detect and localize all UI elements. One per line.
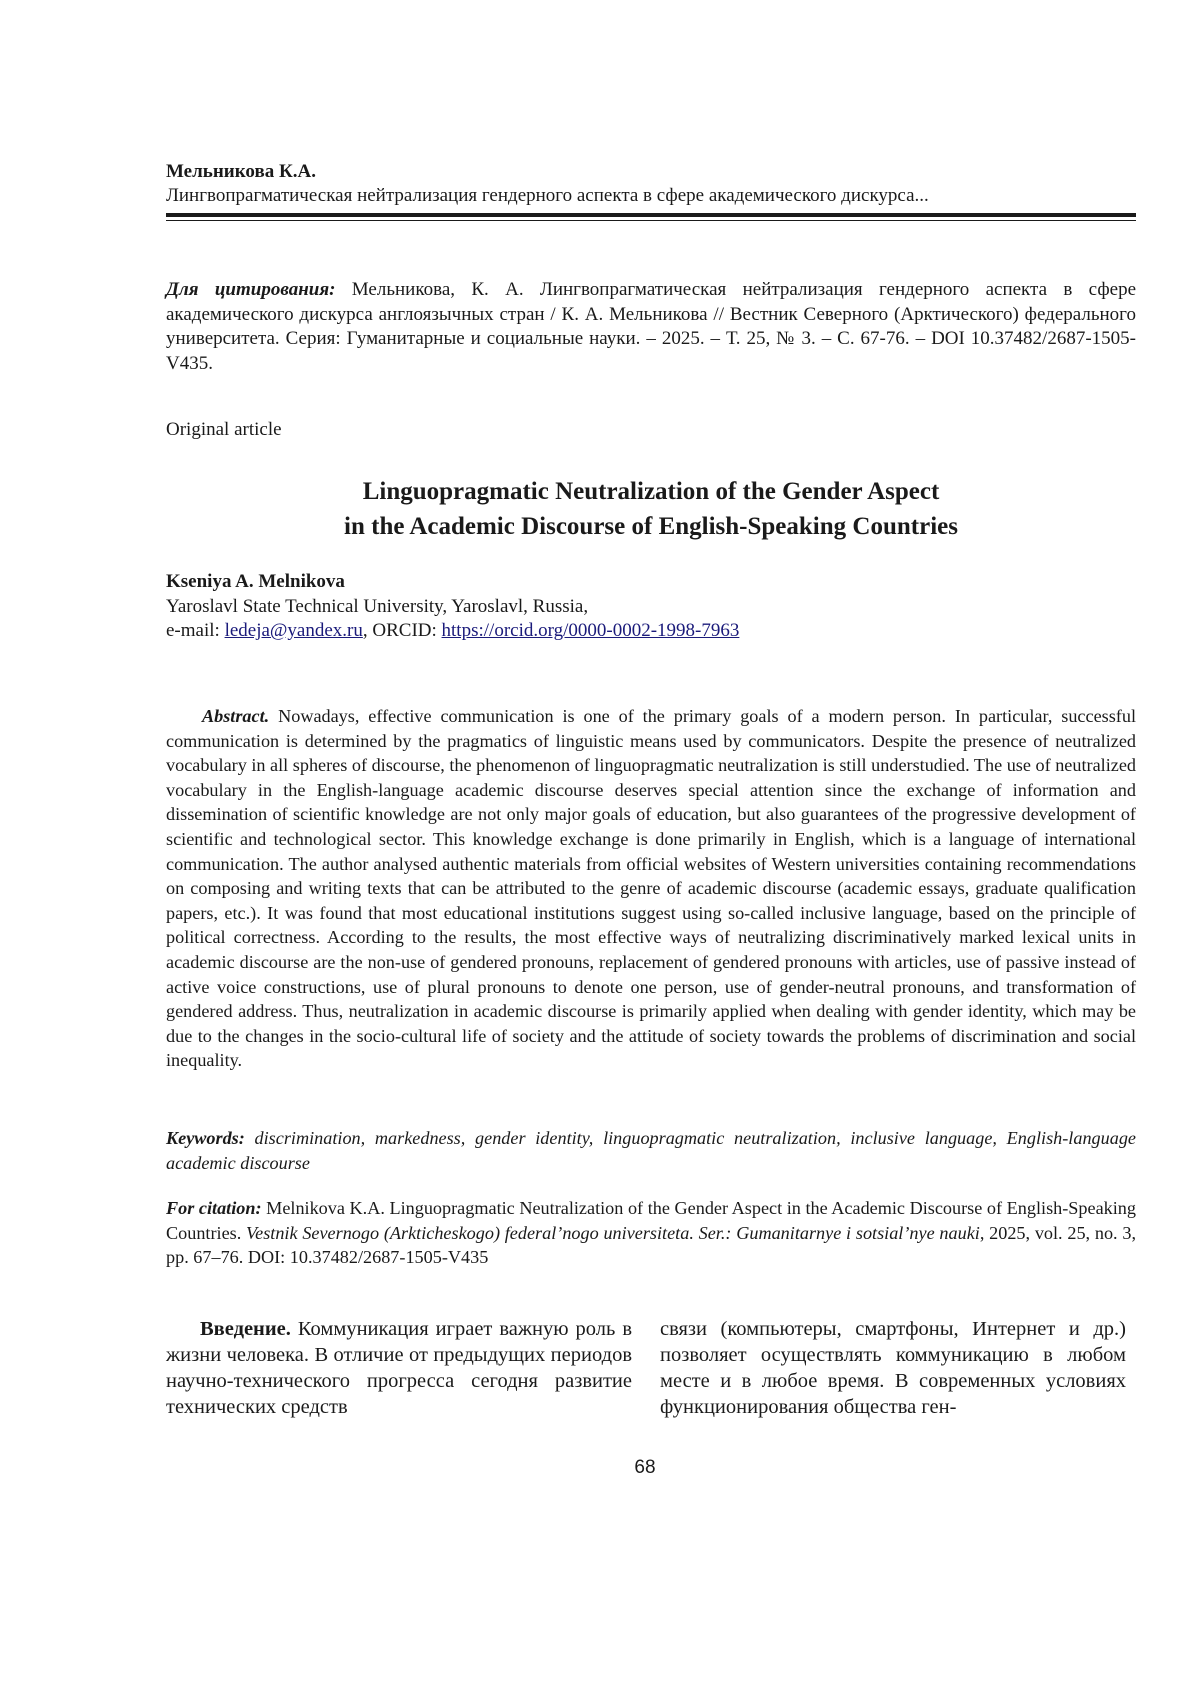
intro-heading: Введение. xyxy=(200,1318,291,1340)
article-title xyxy=(166,474,1136,544)
citation-en-journal: Vestnik Severnogo (Arkticheskogo) federal’nogo universiteta. Ser.: Gumanitarnye i sotsial’nye nauki xyxy=(246,1222,980,1243)
running-header-title: Лингвопрагматическая нейтрализация гендерного аспекта в сфере академического дискурса... xyxy=(166,185,929,206)
body-left-text: Коммуникация играет важную роль в жизни человека. В отличие от предыдущих периодов научно-технического прогресса сегодня развитие технических средств xyxy=(166,1318,632,1418)
author-block xyxy=(166,570,1136,644)
running-header xyxy=(166,160,1136,208)
author-contacts xyxy=(166,619,1136,644)
keywords-values: discrimination, markedness, gender identity, linguopragmatic neutralization, inclusive language, English-language academic discourse xyxy=(166,1128,1136,1173)
keywords-label: Keywords: xyxy=(166,1128,245,1148)
running-header-author: Мельникова К.А. xyxy=(166,161,316,182)
abstract-text: Nowadays, effective communication is one of the primary goals of a modern person. In particular, successful communication is determined by the pragmatics of linguistic means used by communicators. Despite the presence of neutralized vocabulary in all spheres of discourse, the phenomenon of linguopragmatic neutralization is still understudied. The use of neutralized vocabulary in the English-language academic discourse deserves special attention since the exchange of information and dissemination of scientific knowledge are not only major goals of education, but also guarantees of the progressive development of scientific and technological sector. This knowledge exchange is done primarily in English, which is a language of international communication. The author analysed authentic materials from official websites of Western universities containing recommendations on composing and writing texts that can be attributed to the genre of academic discourse (academic essays, graduate qualification papers, etc.). It was found that most educational institutions suggest using so-called inclusive language, based on the principle of political correctness. According to the results, the most effective ways of neutralizing discriminatively marked lexical units in academic discourse are the non-use of gendered pronouns, replacement of gendered pronouns with articles, use of passive instead of active voice constructions, use of plural pronouns to denote one person, use of gender-neutral pronouns, and transformation of gendered address. Thus, neutralization in academic discourse is primarily applied when dealing with gender identity, which may be due to the changes in the socio-cultural life of society and the attitude of society towards the problems of discrimination and social inequality. xyxy=(166,706,1136,1071)
article-type: Original article xyxy=(166,419,282,440)
abstract-label: Abstract. xyxy=(202,706,270,726)
citation-en xyxy=(166,1196,1136,1270)
orcid-link[interactable]: https://orcid.org/0000-0002-1998-7963 xyxy=(441,620,740,641)
header-rule-thick xyxy=(166,213,1136,217)
citation-en-text-b: , 2025, vol. 25, no. 3, pp. 67–76. DOI: 10.37482/2687-1505-V435 xyxy=(166,1222,1136,1268)
author-name: Kseniya A. Melnikova xyxy=(166,571,345,592)
citation-ru-label: Для цитирования: xyxy=(166,279,336,300)
abstract xyxy=(166,704,1136,1073)
article-title-line-1: Linguopragmatic Neutralization of the Gender Aspect xyxy=(362,478,940,505)
author-affiliation: Yaroslavl State Technical University, Yaroslavl, Russia, xyxy=(166,595,589,617)
orcid-label: , ORCID: xyxy=(362,620,442,641)
citation-ru-text: Мельникова, К. А. Лингвопрагматическая нейтрализация гендерного аспекта в сфере академического дискурса англоязычных стран / К. А. Мельникова // Вестник Северного (Арктического) федерального университета. Серия: Гуманитарные и социальные науки. – 2025. – Т. 25, № 3. – С. 67-76. – DOI 10.37482/2687-1505-V435. xyxy=(166,279,1136,374)
keywords xyxy=(166,1126,1136,1175)
article-title-line-2: in the Academic Discourse of English-Speaking Countries xyxy=(344,513,958,540)
page-number: 68 xyxy=(634,1457,656,1478)
citation-en-text-a: Melnikova K.A. Linguopragmatic Neutralization of the Gender Aspect in the Academic Discourse of English-Speaking Countries. xyxy=(166,1198,1136,1243)
email-label: e-mail: xyxy=(166,620,225,641)
body-column-left xyxy=(166,1316,632,1420)
body-column-right: связи (компьютеры, смартфоны, Интернет и др.) позволяет осуществлять коммуникацию в любом месте и в любое время. В современных условиях функционирования общества ген- xyxy=(660,1318,1126,1418)
citation-en-label: For citation: xyxy=(166,1198,262,1218)
email-link[interactable]: ledeja@yandex.ru xyxy=(224,620,363,641)
header-rule-thin xyxy=(166,220,1136,221)
citation-ru xyxy=(166,278,1136,376)
